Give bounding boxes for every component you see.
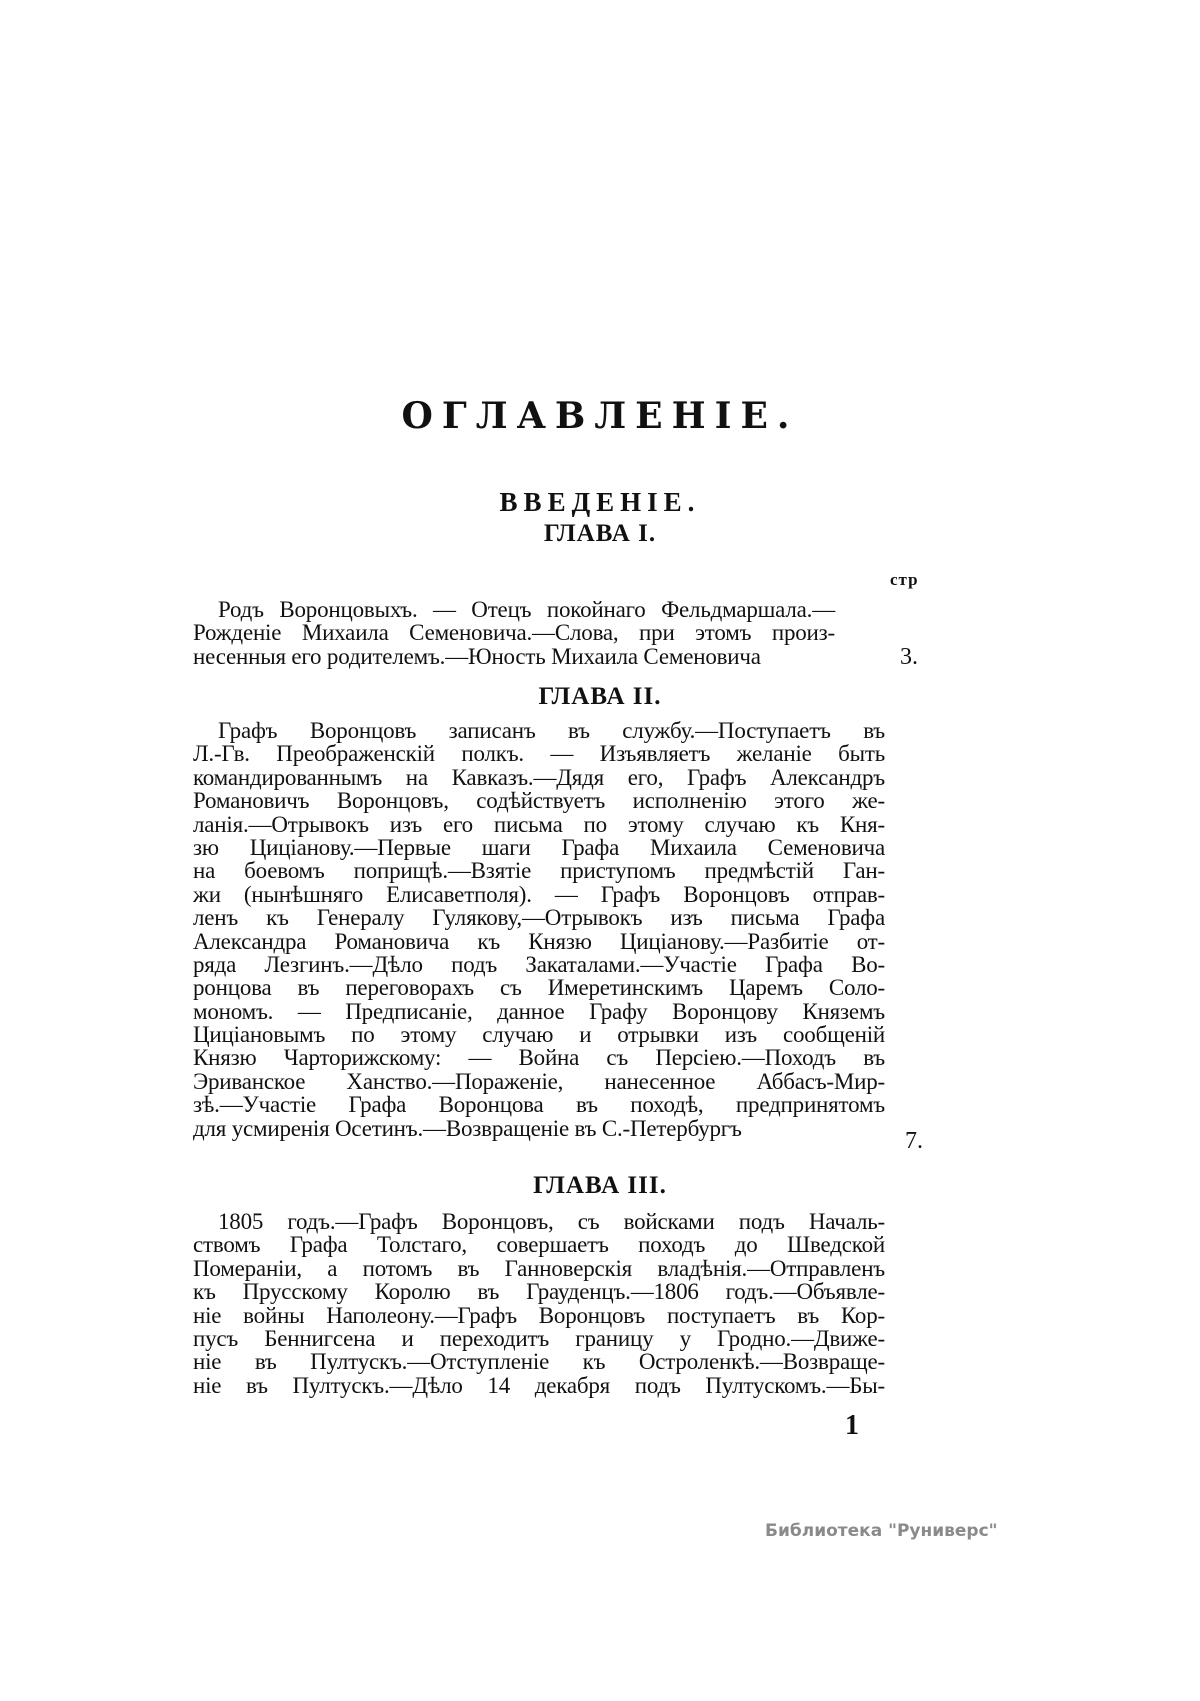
summary-line: ланія.—Отрывокъ изъ его письма по этому случаю къ Кня- <box>193 811 885 837</box>
summary-line: несенныя его родителемъ.—Юность Михаила Семеновича <box>193 643 761 669</box>
chapter-1-heading: ГЛАВА I. <box>543 520 657 547</box>
signature-mark: 1 <box>845 1410 859 1441</box>
chapter-1-summary <box>193 598 835 668</box>
summary-line: мономъ. — Предписаніе, данное Графу Воронцову Княземъ <box>193 998 885 1024</box>
summary-line: зю Циціанову.—Первые шаги Графа Михаила Семеновича <box>193 834 885 860</box>
summary-line: Цицiановымъ по этому случаю и отрывки изъ сообщеній <box>193 1022 885 1048</box>
summary-line: Родъ Воронцовыхъ. — Отецъ покойнаго Фельдмаршала.— <box>218 597 835 622</box>
summary-line: Князю Чарторижскому: — Война съ Персіею.—Походъ въ <box>193 1045 885 1071</box>
page-column-label: стр <box>890 570 919 589</box>
summary-line: на боевомъ поприщѣ.—Взятіе приступомъ предмѣстій Ган- <box>193 858 885 884</box>
summary-line: ніе въ Пултускъ.—Отступленіе къ Остроленкѣ.—Возвраще- <box>193 1349 885 1375</box>
chapter-3-heading: ГЛАВА III. <box>533 1172 667 1199</box>
summary-line: ствомъ Графа Толстаго, совершаетъ походъ до Шведской <box>193 1232 885 1258</box>
chapter-1-page: 3. <box>900 644 918 670</box>
summary-line: ленъ къ Генералу Гулякову,—Отрывокъ изъ письма Графа <box>193 905 885 931</box>
summary-line: ряда Лезгинъ.—Дѣло подъ Закаталами.—Участіе Графа Во- <box>193 951 885 977</box>
summary-line: ніе войны Наполеону.—Графъ Воронцовъ поступаетъ въ Кор- <box>193 1302 885 1328</box>
library-watermark: Библиотека "Руниверс" <box>765 1521 998 1541</box>
chapter-3-summary <box>193 1210 885 1397</box>
page-title: ОГЛАВЛЕНІЕ. <box>401 395 799 437</box>
summary-line: Эриванское Ханство.—Пораженіе, нанесенное Аббасъ-Мир- <box>193 1068 885 1094</box>
chapter-2-summary <box>193 719 885 1140</box>
summary-line: Графъ Воронцовъ записанъ въ службу.—Поступаетъ въ <box>218 718 885 743</box>
summary-line: зѣ.—Участіе Графа Воронцова въ походѣ, предпринятомъ <box>193 1092 885 1118</box>
introduction-heading: ВВЕДЕНІЕ. <box>499 487 701 517</box>
summary-line: Помераніи, а потомъ въ Ганноверскія владѣнія.—Отправленъ <box>193 1255 885 1281</box>
summary-line: Л.-Гв. Преображенскій полкъ. — Изъявляетъ желаніе быть <box>193 741 885 767</box>
chapter-2-page: 7. <box>905 1128 923 1154</box>
summary-line: Александра Романовича къ Князю Циціанову.—Разбитіе от- <box>193 928 885 954</box>
summary-line: для усмиренія Осетинъ.—Возвращеніе въ С.-Петербургъ <box>193 1115 742 1141</box>
summary-line: командированнымъ на Кавказъ.—Дядя его, Графъ Александръ <box>193 764 885 790</box>
summary-line: Романовичъ Воронцовъ, содѣйствуетъ исполненію этого же- <box>193 788 885 814</box>
summary-line: Рожденіе Михаила Семеновича.—Слова, при этомъ произ- <box>193 620 835 646</box>
chapter-2-heading: ГЛАВА II. <box>538 683 662 710</box>
summary-line: ніе въ Пултускъ.—Дѣло 14 декабря подъ Пултускомъ.—Бы- <box>193 1372 885 1398</box>
summary-line: ронцова въ переговорахъ съ Имеретинскимъ Царемъ Соло- <box>193 975 885 1001</box>
summary-line: 1805 годъ.—Графъ Воронцовъ, съ войсками подъ Началь- <box>218 1209 885 1234</box>
summary-line: жи (нынѣшняго Елисаветполя). — Графъ Воронцовъ отправ- <box>193 881 885 907</box>
summary-line: пусъ Беннигсена и переходитъ границу у Гродно.—Движе- <box>193 1325 885 1351</box>
summary-line: къ Прусскому Королю въ Грауденцъ.—1806 годъ.—Объявле- <box>193 1279 885 1305</box>
